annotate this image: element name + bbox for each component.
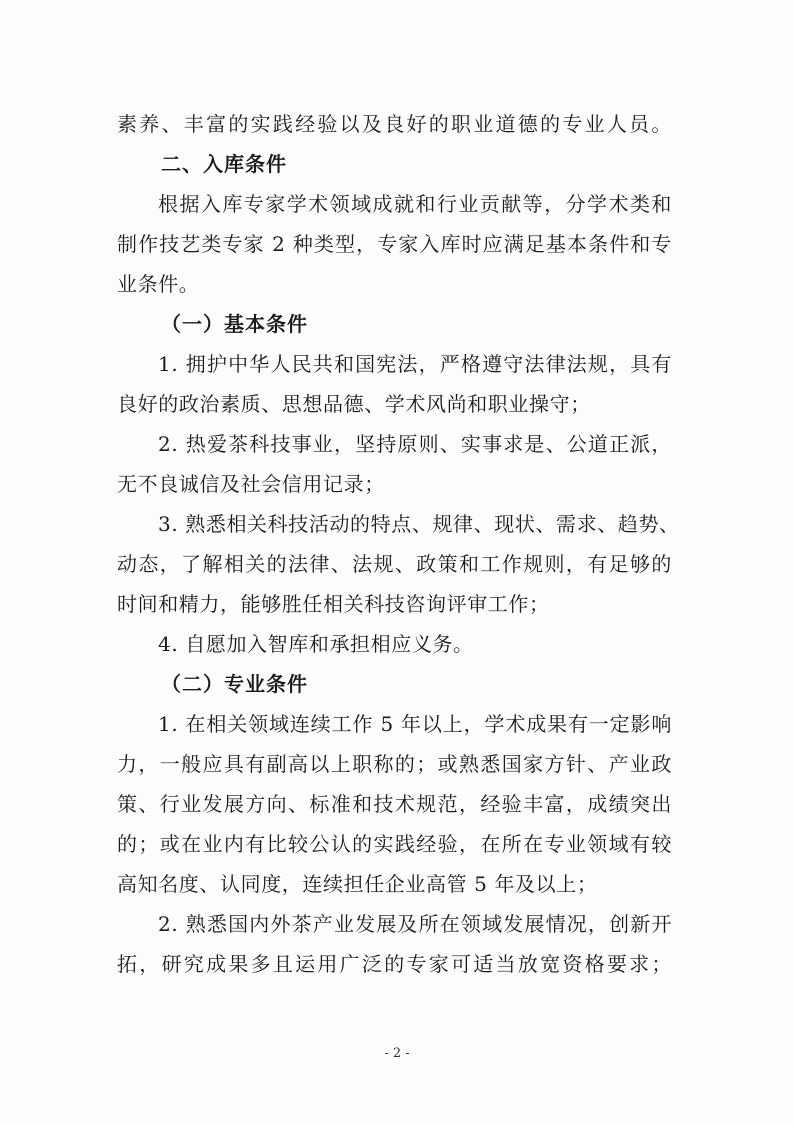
paragraph-line: 的；或在业内有比较公认的实践经验，在所在专业领域有较 [117, 832, 672, 856]
document-body [117, 104, 680, 984]
paragraph-line: 力，一般应具有副高以上职称的；或熟悉国家方针、产业政 [117, 752, 672, 776]
paragraph-line: 良好的政治素质、思想品德、学术风尚和职业操守； [117, 392, 591, 416]
section-heading-admission-conditions: 二、入库条件 [161, 152, 287, 176]
paragraph-line: 素养、丰富的实践经验以及良好的职业道德的专业人员。 [117, 112, 672, 136]
paragraph-line: 业条件。 [117, 272, 200, 296]
paragraph-line: 无不良诚信及社会信用记录； [117, 472, 385, 496]
paragraph-line: 根据入库专家学术领域成就和行业贡献等，分学术类和 [158, 192, 672, 216]
page-number: - 2 - [384, 1046, 410, 1061]
paragraph-line: 制作技艺类专家 2 种类型，专家入库时应满足基本条件和专 [117, 232, 672, 256]
paragraph-line: 高知名度、认同度，连续担任企业高管 5 年及以上； [117, 872, 598, 896]
paragraph-line: 2. 熟悉国内外茶产业发展及所在领域发展情况，创新开 [158, 912, 672, 936]
paragraph-line: 拓，研究成果多且运用广泛的专家可适当放宽资格要求； [117, 952, 672, 976]
paragraph-line: 4. 自愿加入智库和承担相应义务。 [158, 632, 474, 656]
paragraph-line: 时间和精力，能够胜任相关科技咨询评审工作； [117, 592, 550, 616]
paragraph-line: 策、行业发展方向、标准和技术规范，经验丰富，成绩突出 [117, 792, 672, 816]
paragraph-line: 2. 热爱茶科技事业，坚持原则、实事求是、公道正派， [158, 432, 672, 456]
subsection-heading-basic-conditions: （一）基本条件 [161, 312, 308, 336]
subsection-heading-professional-conditions: （二）专业条件 [161, 672, 308, 696]
paragraph-line: 1. 拥护中华人民共和国宪法，严格遵守法律法规，具有 [158, 352, 672, 376]
paragraph-line: 1. 在相关领域连续工作 5 年以上，学术成果有一定影响 [158, 712, 672, 736]
paragraph-line: 动态，了解相关的法律、法规、政策和工作规则，有足够的 [117, 552, 672, 576]
paragraph-line: 3. 熟悉相关科技活动的特点、规律、现状、需求、趋势、 [158, 512, 680, 536]
